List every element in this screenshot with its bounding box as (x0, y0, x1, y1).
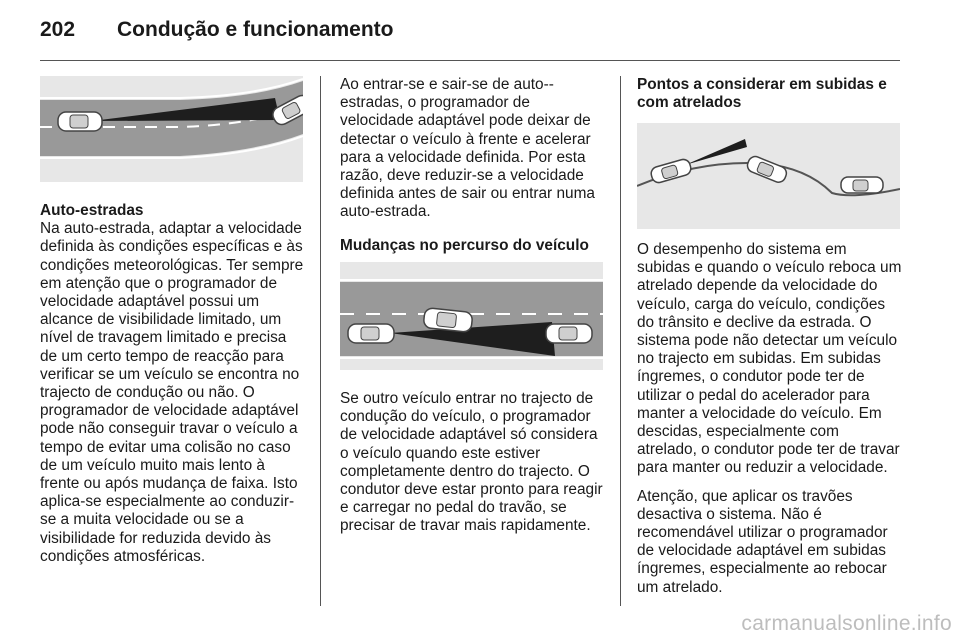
column-2-continued (340, 390, 604, 536)
paragraph-hills-2: Atenção, que aplicar os travões desactiva o sistema. Não é recomendável utilizar o programador de velocidade adaptável em subidas íngremes, especialmente ao rebocar um atrelado. (637, 487, 888, 596)
section-heading-path-changes: Mudanças no percurso do veículo (340, 236, 589, 254)
paragraph-motorway-entry: Ao entrar-se e sair-se de auto--estradas, o programador de velocidade adaptável pode deixar de detectar o veículo à frente e acelerar para a velocidade definida. Por esta razão, deve reduzir-se a velocidade definida antes de sair ou entrar numa auto-estrada. (340, 76, 595, 221)
car-icon (58, 112, 102, 131)
column-divider (320, 76, 321, 606)
paragraph-path-changes: Se outro veículo entrar no trajecto de condução do veículo, o programador de velocidade adaptável só considera o veículo quando este estiver completamente dentro do trajecto. O condutor deve estar pronto para reagir e carregar no pedal do travão, se precisar de travar mais rapidamente. (340, 390, 603, 535)
page-title: Condução e funcionamento (117, 18, 394, 41)
page-number: 202 (40, 18, 76, 41)
section-heading-hills-trailers: Pontos a considerar em subidas e com atrelados (637, 76, 887, 112)
watermark: carmanualsonline.info (741, 612, 952, 635)
car-icon (423, 308, 473, 333)
hills-illustration (637, 123, 900, 229)
motorway-curve-illustration (40, 76, 303, 182)
column-2 (340, 76, 604, 255)
car-icon (348, 324, 394, 343)
column-3-body (637, 241, 903, 597)
column-1 (40, 202, 306, 566)
lane-change-illustration (340, 262, 603, 370)
section-heading-motorways: Auto-estradas (40, 202, 144, 219)
paragraph-hills-1: O desempenho do sistema em subidas e quando o veículo reboca um atrelado depende da velocidade do veículo, carga do veículo, condições do trânsito e declive da estrada. O sistema pode não detectar um veículo no trajecto em subidas. Em subidas íngremes, o condutor pode ter de utilizar o pedal do acelerador para manter a velocidade do veículo. Em descidas, especialmente com atrelado, o condutor pode ter de travar para manter ou reduzir a velocidade. (637, 241, 902, 477)
car-icon (841, 177, 883, 193)
header-rule (40, 60, 900, 61)
paragraph-motorways: Na auto-estrada, adaptar a velocidade definida às condições específicas e às condições meteorológicas. Ter sempre em atenção que o programador de velocidade adaptável possui um alcance de visibilidade limitado, um nível de travagem limitado e precisa de um certo tempo de reacção para verificar se um veículo se encontra no trajecto de condução ou não. O programador de velocidade adaptável pode não conseguir travar o veículo a tempo de evitar uma colisão no caso de um veículo muito mais lento à frente ou após mudança de faixa. Isto aplica-se especialmente ao conduzir-se a muita velocidade ou se a visibilidade for reduzida devido às condições atmosféricas. (40, 220, 304, 565)
column-divider (620, 76, 621, 606)
car-icon (546, 324, 592, 343)
column-3 (637, 76, 901, 112)
